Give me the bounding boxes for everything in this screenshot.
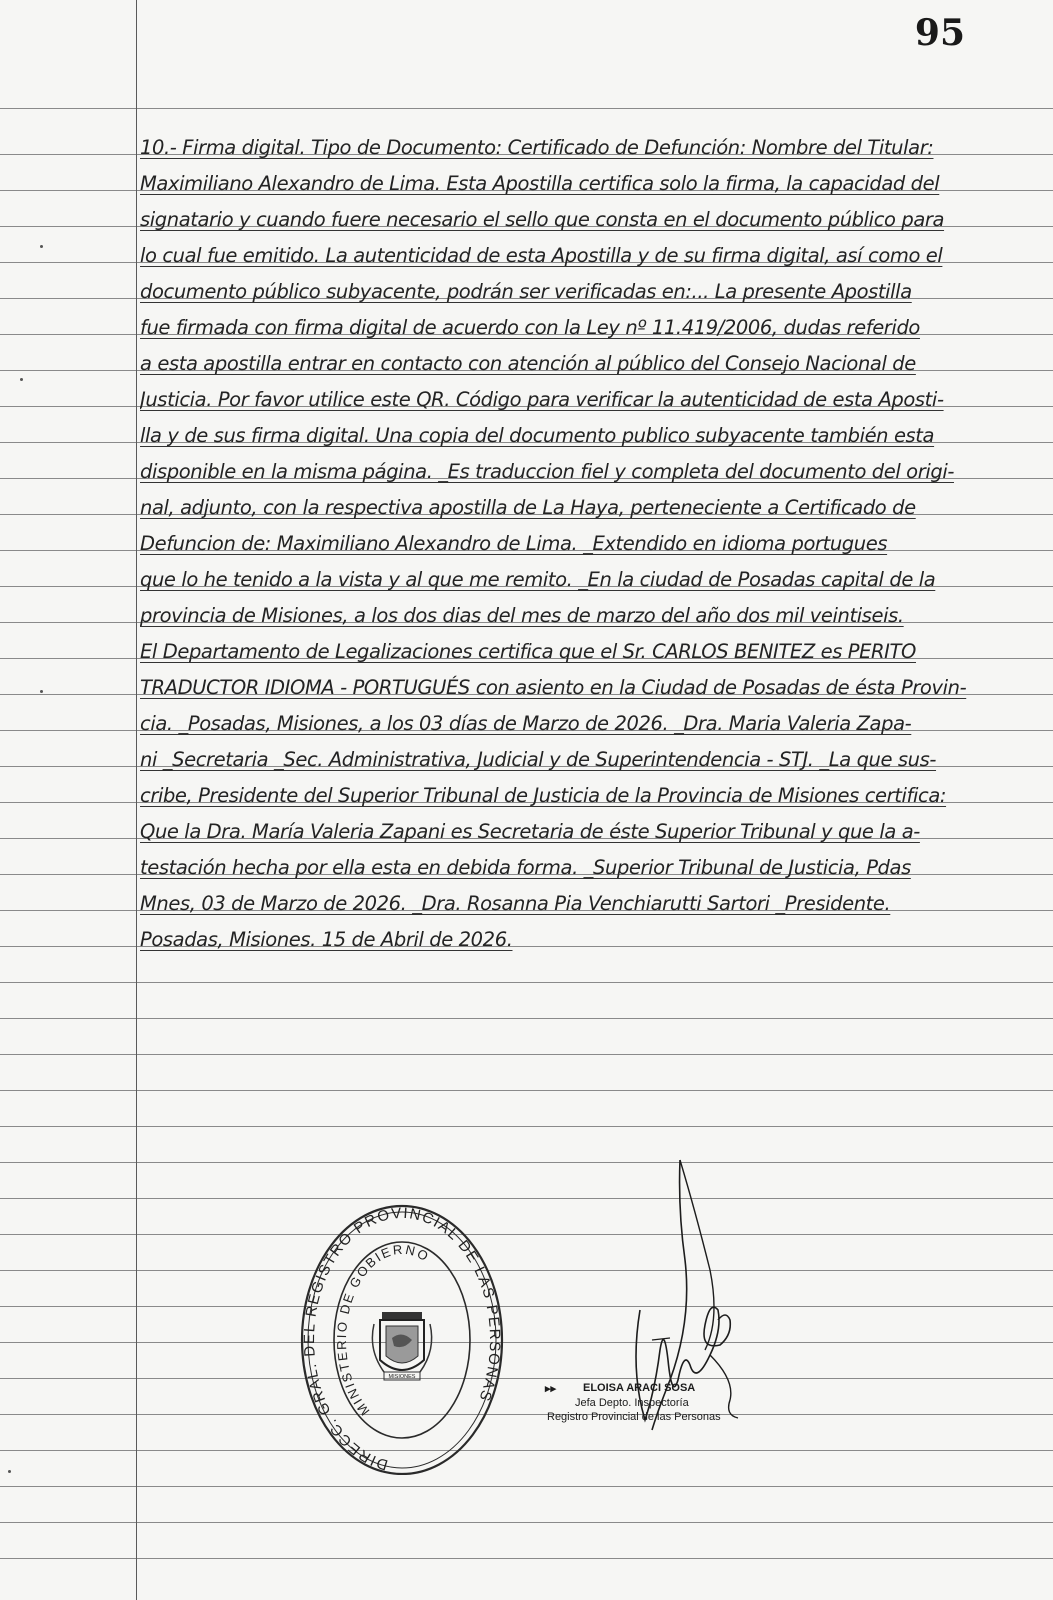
margin-dot	[20, 378, 23, 381]
margin-dot	[8, 1470, 11, 1473]
body-line: ni _Secretaria _Sec. Administrativa, Judicial y de Superintendencia - STJ. _La que sus-	[140, 748, 937, 771]
ruled-line	[0, 1450, 1053, 1451]
body-line: Defuncion de: Maximiliano Alexandro de Lima. _Extendido en idioma portugues	[140, 532, 888, 555]
body-line: testación hecha por ella esta en debida forma. _Superior Tribunal de Justicia, Pdas	[140, 856, 911, 879]
ruled-line	[0, 982, 1053, 983]
ruled-line	[0, 1234, 1053, 1235]
body-line: Posadas, Misiones. 15 de Abril de 2026.	[140, 928, 513, 951]
body-line: cia. _Posadas, Misiones, a los 03 días de Marzo de 2026. _Dra. Maria Valeria Zapa-	[140, 712, 912, 735]
body-line: que lo he tenido a la vista y al que me remito. _En la ciudad de Posadas capital de la	[140, 568, 936, 591]
body-line: TRADUCTOR IDIOMA - PORTUGUÉS con asiento en la Ciudad de Posadas de ésta Provin-	[140, 676, 967, 699]
ruled-line	[0, 1198, 1053, 1199]
ruled-line	[0, 1558, 1053, 1559]
ruled-line	[0, 108, 1053, 109]
seal-inner-text: MINISTERIO DE GOBIERNO	[333, 1241, 433, 1419]
ruled-line	[0, 1054, 1053, 1055]
margin-dot	[40, 245, 43, 248]
body-line: documento público subyacente, podrán ser verificadas en:... La presente Apostilla	[140, 280, 912, 303]
body-line: Que la Dra. María Valeria Zapani es Secretaria de éste Superior Tribunal y que la a-	[140, 820, 920, 843]
ruled-line	[0, 1018, 1053, 1019]
body-line: nal, adjunto, con la respectiva apostilla de La Haya, perteneciente a Certificado de	[140, 496, 916, 519]
body-line: Justicia. Por favor utilice este QR. Código para verificar la autenticidad de esta Aposti-	[140, 388, 944, 411]
body-line: disponible en la misma página. _Es traduccion fiel y completa del documento del origi-	[140, 460, 954, 483]
ruled-line	[0, 1486, 1053, 1487]
ruled-line	[0, 1090, 1053, 1091]
emblem-label: MISIONES	[388, 1374, 416, 1380]
body-line: fue firmada con firma digital de acuerdo con la Ley nº 11.419/2006, dudas referido	[140, 316, 920, 339]
ruled-line	[0, 1342, 1053, 1343]
ruled-line	[0, 1162, 1053, 1163]
stamp-arrow-icon: ▸▸	[545, 1383, 557, 1395]
provincial-emblem-icon	[372, 1312, 431, 1380]
ruled-line	[0, 1414, 1053, 1415]
seal-graphic	[300, 1200, 505, 1475]
body-line: cribe, Presidente del Superior Tribunal de Justicia de la Provincia de Misiones certifica:	[140, 784, 947, 807]
ruled-line	[0, 1378, 1053, 1379]
body-line: a esta apostilla entrar en contacto con atención al público del Consejo Nacional de	[140, 352, 916, 375]
ruled-line	[0, 1522, 1053, 1523]
stamp-organization: Registro Provincial de las Personas	[547, 1411, 721, 1423]
stamp-role: Jefa Depto. Inspectoría	[575, 1397, 689, 1409]
margin-dot	[40, 690, 43, 693]
stamp-name: ELOISA ARACI SOSA	[583, 1382, 696, 1394]
margin-line	[136, 0, 137, 1600]
body-line: lla y de sus firma digital. Una copia del documento publico subyacente también esta	[140, 424, 935, 447]
body-line: 10.- Firma digital. Tipo de Documento: Certificado de Defunción: Nombre del Titular:	[140, 136, 934, 159]
body-line: Maximiliano Alexandro de Lima. Esta Apostilla certifica solo la firma, la capacidad del	[140, 172, 940, 195]
ruled-line	[0, 1306, 1053, 1307]
ruled-line	[0, 1126, 1053, 1127]
official-seal	[300, 1200, 505, 1475]
body-line: lo cual fue emitido. La autenticidad de esta Apostilla y de su firma digital, así como el	[140, 244, 943, 267]
body-line: provincia de Misiones, a los dos dias del mes de marzo del año dos mil veintiseis.	[140, 604, 904, 627]
body-line: Mnes, 03 de Marzo de 2026. _Dra. Rosanna Pia Venchiarutti Sartori _Presidente.	[140, 892, 891, 915]
body-line: El Departamento de Legalizaciones certifica que el Sr. CARLOS BENITEZ es PERITO	[140, 640, 916, 663]
ruled-line	[0, 1270, 1053, 1271]
body-line: signatario y cuando fuere necesario el sello que consta en el documento público para	[140, 208, 945, 231]
page-number: 95	[914, 12, 965, 54]
seal-outer-text: DIRECC. GRAL. DEL REGISTRO PROVINCIAL DE LAS PERSONAS	[301, 1204, 504, 1474]
